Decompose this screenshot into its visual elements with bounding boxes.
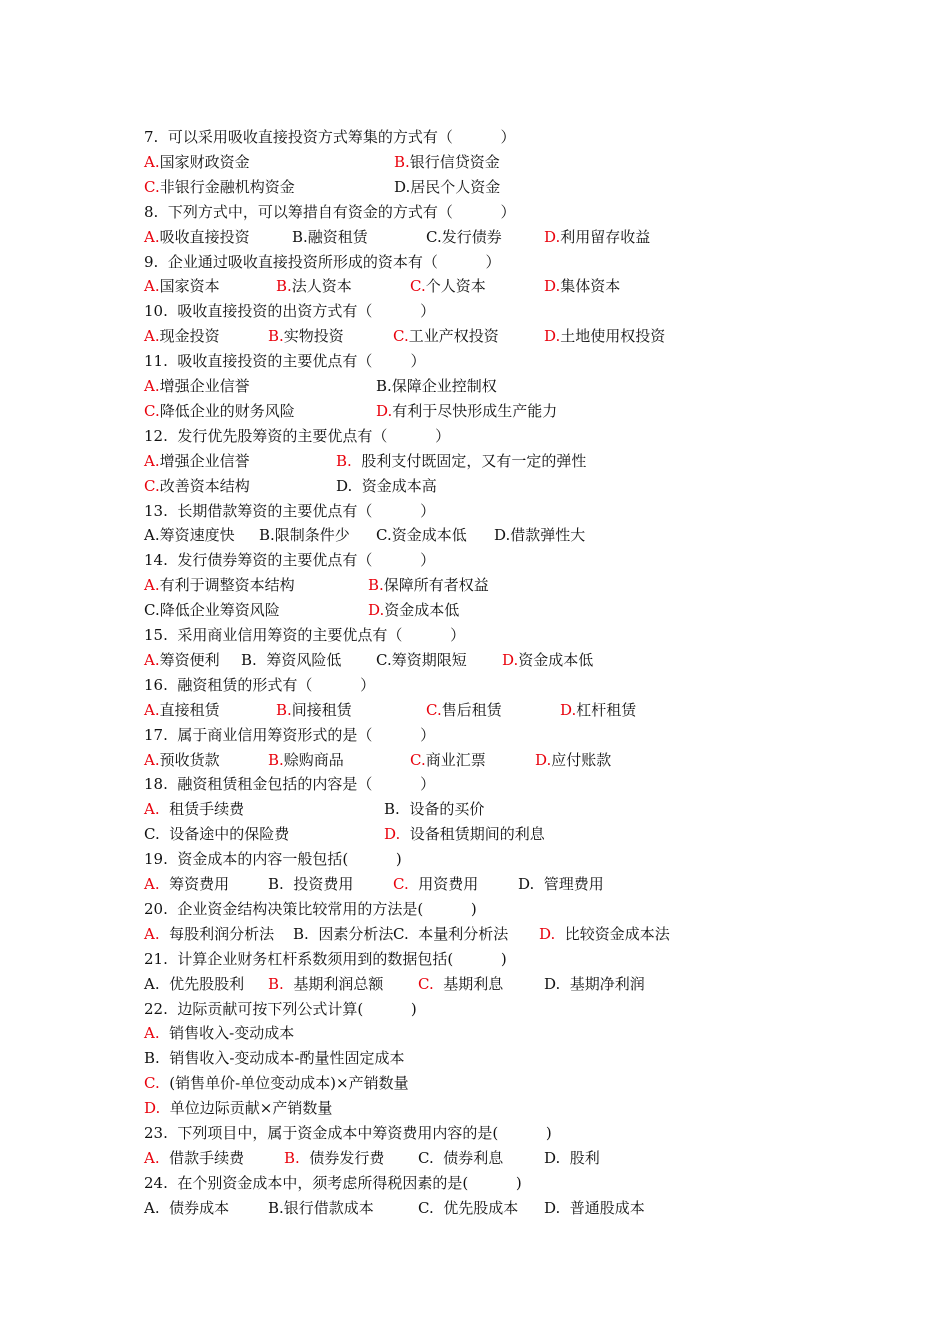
option-text: 设备租赁期间的利息 [400, 825, 545, 844]
option-row [144, 922, 844, 947]
option-letter: D. [494, 526, 511, 545]
option-row [144, 972, 844, 997]
option-row [144, 449, 844, 474]
option-letter: D. [544, 974, 561, 993]
option-row [144, 1146, 844, 1171]
option-c [144, 399, 295, 424]
question-text: 21. 计算企业财务杠杆系数须用到的数据包括( ) [144, 949, 507, 968]
option-d [384, 822, 545, 847]
option-text: 国家资本 [159, 277, 220, 296]
option-text: 国家财政资金 [159, 152, 250, 171]
option-d [535, 748, 611, 773]
option-text: 资金成本低 [391, 526, 467, 545]
option-b [384, 797, 484, 822]
option-row [144, 872, 844, 897]
option-text: 投资费用 [283, 875, 354, 893]
option-a [144, 150, 250, 175]
option-b [376, 374, 497, 399]
option-text: 间接租赁 [291, 700, 352, 719]
option-b [336, 449, 586, 474]
option-text: 资金成本低 [518, 650, 594, 669]
option-a [144, 523, 235, 548]
option-letter: A. [144, 1024, 160, 1043]
option-text: 发行债券 [441, 227, 502, 246]
option-letter: C. [144, 476, 160, 495]
option-a [144, 1146, 244, 1171]
option-c [144, 474, 250, 499]
option-text: 利用留存收益 [560, 227, 651, 246]
option-letter: A. [144, 924, 160, 943]
option-d [560, 698, 636, 723]
option-c [410, 274, 486, 299]
option-letter: D. [544, 1198, 561, 1217]
option-text: 管理费用 [534, 875, 604, 893]
option-letter: B. [384, 800, 400, 819]
option-row [144, 1021, 844, 1046]
option-text: 个人资本 [425, 277, 486, 296]
option-b [268, 872, 353, 897]
option-c [393, 872, 478, 897]
question-text: 20. 企业资金结构决策比较常用的方法是( ) [144, 899, 477, 918]
option-text: 商业汇票 [425, 750, 486, 769]
option-a [144, 225, 250, 250]
option-text: 实物投资 [283, 327, 344, 346]
option-text: (销售单价-单位变动成本)×产销数量 [159, 1074, 409, 1093]
option-text: 居民个人资金 [410, 177, 501, 196]
question-text: 13. 长期借款筹资的主要优点有（ ） [144, 501, 436, 520]
option-text: 资金成本高 [352, 476, 437, 495]
option-text: 银行借款成本 [283, 1198, 374, 1217]
option-letter: B. [292, 227, 308, 246]
option-letter: A. [144, 700, 160, 719]
option-text: 保障所有者权益 [383, 576, 489, 595]
option-row [144, 274, 844, 299]
option-b [284, 1146, 384, 1171]
option-c [144, 822, 289, 847]
option-letter: A. [144, 1148, 160, 1167]
option-b [268, 324, 344, 349]
option-c [410, 748, 486, 773]
option-text: 有利于调整资本结构 [159, 576, 295, 595]
option-text: 筹资速度快 [159, 526, 235, 545]
option-row [144, 175, 844, 200]
option-letter: B. [268, 875, 284, 893]
option-text: 基期利润总额 [283, 974, 384, 993]
option-text: 债券成本 [159, 1198, 230, 1217]
option-a [144, 648, 220, 673]
option-row [144, 748, 844, 773]
option-letter: D. [544, 327, 561, 346]
option-c [426, 698, 502, 723]
option-b [268, 748, 344, 773]
option-letter: A. [144, 227, 160, 246]
option-text: 集体资本 [560, 277, 621, 296]
option-c [418, 1146, 503, 1171]
option-b [368, 573, 489, 598]
option-text: 本量利分析法 [408, 924, 509, 943]
option-b [259, 523, 350, 548]
option-text: 借款弹性大 [510, 526, 586, 545]
option-letter: C. [144, 177, 160, 196]
option-letter: B. [368, 576, 384, 595]
option-letter: C. [376, 650, 392, 669]
option-letter: A. [144, 327, 160, 346]
option-letter: C. [144, 601, 160, 620]
question-text: 14. 发行债券筹资的主要优点有（ ） [144, 551, 436, 570]
option-row [144, 797, 844, 822]
question-text: 24. 在个别资金成本中，须考虑所得税因素的是( ) [144, 1173, 522, 1192]
option-row [144, 573, 844, 598]
option-c [426, 225, 502, 250]
option-letter: A. [144, 526, 160, 545]
option-letter: C. [144, 825, 160, 844]
option-text: 筹资便利 [159, 650, 220, 669]
option-letter: A. [144, 451, 160, 470]
option-b [292, 225, 368, 250]
option-row [144, 225, 844, 250]
option-letter: C. [393, 875, 409, 893]
option-letter: B. [293, 924, 309, 943]
option-letter: B. [394, 152, 410, 171]
option-row [144, 648, 844, 673]
option-letter: A. [144, 152, 160, 171]
option-d [544, 1146, 600, 1171]
option-letter: D. [544, 277, 561, 296]
option-row [144, 523, 844, 548]
option-text: 筹资费用 [159, 875, 230, 893]
option-c [376, 523, 467, 548]
option-d [544, 274, 620, 299]
option-d [394, 175, 500, 200]
option-letter: B. [376, 377, 392, 395]
option-text: 普通股成本 [560, 1198, 645, 1217]
option-text: 应付账款 [551, 750, 612, 769]
option-letter: C. [426, 700, 442, 719]
option-b [241, 648, 341, 673]
option-text: 股利 [560, 1148, 600, 1167]
question-text: 17. 属于商业信用筹资形式的是（ ） [144, 725, 436, 744]
option-a [144, 748, 220, 773]
option-a [144, 972, 244, 997]
option-text: 保障企业控制权 [391, 377, 497, 395]
option-b [293, 922, 393, 947]
option-letter: D. [560, 700, 577, 719]
option-text: 优先股成本 [433, 1198, 519, 1217]
option-text: 吸收直接投资 [159, 227, 250, 246]
option-letter: C. [418, 974, 434, 993]
option-row [144, 150, 844, 175]
option-text: 用资费用 [408, 875, 479, 893]
option-a [144, 374, 250, 399]
option-text: 土地使用权投资 [560, 327, 666, 346]
option-row [144, 1096, 844, 1121]
option-letter: B. [276, 700, 292, 719]
question-text: 15. 采用商业信用筹资的主要优点有（ ） [144, 626, 466, 644]
option-c [418, 1196, 518, 1221]
option-letter: A. [144, 800, 160, 819]
option-text: 融资租赁 [307, 227, 368, 246]
option-letter: A. [144, 1198, 160, 1217]
option-a [144, 1021, 294, 1046]
option-text: 销售收入-变动成本-酌量性固定成本 [159, 1049, 405, 1068]
question-text: 7. 可以采用吸收直接投资方式筹集的方式有（ ） [144, 128, 516, 146]
question-text: 18. 融资租赁租金包括的内容是（ ） [144, 775, 436, 794]
option-text: 杠杆租赁 [576, 700, 637, 719]
option-row [144, 374, 844, 399]
option-b [144, 1046, 404, 1071]
option-b [276, 274, 352, 299]
option-letter: D. [518, 875, 535, 893]
option-text: 增强企业信誉 [159, 377, 250, 395]
option-text: 预收货款 [159, 750, 220, 769]
option-text: 每股利润分析法 [159, 924, 275, 943]
option-d [544, 225, 650, 250]
option-text: 股利支付既固定，又有一定的弹性 [351, 451, 587, 470]
option-d [544, 324, 665, 349]
option-text: 降低企业的财务风险 [159, 401, 295, 420]
option-row [144, 822, 844, 847]
option-text: 限制条件少 [274, 526, 350, 545]
option-c [144, 1071, 409, 1096]
option-a [144, 573, 295, 598]
option-b [276, 698, 352, 723]
question-text: 22. 边际贡献可按下列公式计算( ) [144, 999, 417, 1018]
option-letter: A. [144, 377, 160, 395]
question-text: 23. 下列项目中，属于资金成本中筹资费用内容的是( ) [144, 1124, 552, 1142]
option-letter: D. [394, 177, 411, 196]
option-text: 销售收入-变动成本 [159, 1024, 295, 1043]
option-row [144, 598, 844, 623]
option-letter: A. [144, 875, 160, 893]
option-text: 直接租赁 [159, 700, 220, 719]
question-text: 12. 发行优先股筹资的主要优点有（ ） [144, 426, 451, 445]
option-c [376, 648, 467, 673]
option-row [144, 1196, 844, 1221]
option-text: 筹资风险低 [256, 650, 342, 669]
option-c [418, 972, 503, 997]
option-text: 筹资期限短 [391, 650, 467, 669]
option-d [368, 598, 459, 623]
option-text: 基期净利润 [560, 974, 645, 993]
option-c [393, 922, 508, 947]
option-row [144, 474, 844, 499]
option-letter: C. [144, 401, 160, 420]
option-letter: B. [268, 1198, 284, 1217]
option-letter: D. [502, 650, 519, 669]
option-text: 现金投资 [159, 327, 220, 346]
option-row [144, 399, 844, 424]
option-letter: B. [241, 650, 257, 669]
option-a [144, 449, 250, 474]
option-letter: B. [336, 451, 352, 470]
question-text: 10. 吸收直接投资的出资方式有（ ） [144, 302, 436, 321]
option-letter: D. [544, 227, 561, 246]
option-letter: D. [368, 601, 385, 620]
option-letter: C. [410, 277, 426, 296]
question-text: 8. 下列方式中，可以筹措自有资金的方式有（ ） [144, 202, 516, 221]
option-text: 售后租赁 [441, 700, 502, 719]
option-letter: B. [284, 1148, 300, 1167]
question-text: 11. 吸收直接投资的主要优点有（ ） [144, 352, 426, 371]
question-text: 9. 企业通过吸收直接投资所形成的资本有（ ） [144, 252, 501, 271]
option-b [268, 972, 383, 997]
option-letter: B. [144, 1049, 160, 1068]
option-letter: D. [144, 1099, 161, 1118]
option-d [494, 523, 585, 548]
option-text: 有利于尽快形成生产能力 [392, 401, 558, 420]
option-text: 债券利息 [433, 1148, 504, 1167]
option-letter: A. [144, 750, 160, 769]
option-row [144, 1046, 844, 1071]
option-letter: D. [539, 924, 556, 943]
option-text: 法人资本 [291, 277, 352, 296]
option-d [518, 872, 604, 897]
option-d [376, 399, 557, 424]
option-letter: C. [144, 1074, 160, 1093]
option-letter: C. [418, 1148, 434, 1167]
option-d [144, 1096, 332, 1121]
option-text: 基期利息 [433, 974, 504, 993]
option-letter: D. [535, 750, 552, 769]
option-text: 赊购商品 [283, 750, 344, 769]
option-a [144, 324, 220, 349]
option-letter: A. [144, 576, 160, 595]
option-text: 比较资金成本法 [555, 924, 670, 943]
option-letter: C. [393, 924, 409, 943]
option-text: 资金成本低 [384, 601, 460, 620]
option-row [144, 1071, 844, 1096]
option-letter: C. [418, 1198, 434, 1217]
option-text: 增强企业信誉 [159, 451, 250, 470]
option-text: 工业产权投资 [408, 327, 499, 346]
option-a [144, 872, 229, 897]
option-letter: A. [144, 277, 160, 296]
option-letter: B. [276, 277, 292, 296]
option-row [144, 698, 844, 723]
option-text: 租赁手续费 [159, 800, 245, 819]
option-a [144, 698, 220, 723]
option-a [144, 922, 274, 947]
option-d [544, 1196, 645, 1221]
option-text: 非银行金融机构资金 [159, 177, 295, 196]
option-b [268, 1196, 374, 1221]
option-letter: C. [410, 750, 426, 769]
option-a [144, 274, 220, 299]
option-text: 银行信贷资金 [409, 152, 500, 171]
option-letter: A. [144, 650, 160, 669]
option-d [539, 922, 670, 947]
question-text: 19. 资金成本的内容一般包括( ) [144, 850, 402, 869]
option-text: 优先股股利 [159, 974, 245, 993]
option-c [144, 175, 295, 200]
option-letter: D. [376, 401, 393, 420]
option-a [144, 1196, 229, 1221]
option-letter: D. [336, 476, 353, 495]
option-text: 单位边际贡献×产销数量 [160, 1099, 333, 1118]
option-letter: B. [268, 750, 284, 769]
option-text: 因素分析法 [308, 924, 394, 943]
option-text: 设备的买价 [399, 800, 485, 819]
option-letter: D. [384, 825, 401, 844]
question-text: 16. 融资租赁的形式有（ ） [144, 675, 376, 694]
option-letter: C. [426, 227, 442, 246]
option-text: 借款手续费 [159, 1148, 245, 1167]
option-text: 设备途中的保险费 [159, 825, 290, 844]
option-d [336, 474, 437, 499]
option-d [544, 972, 645, 997]
option-letter: B. [268, 327, 284, 346]
option-d [502, 648, 593, 673]
option-a [144, 797, 244, 822]
option-letter: C. [376, 526, 392, 545]
option-c [144, 598, 280, 623]
option-letter: D. [544, 1148, 561, 1167]
option-text: 债券发行费 [299, 1148, 385, 1167]
option-letter: B. [268, 974, 284, 993]
option-text: 降低企业筹资风险 [159, 601, 280, 620]
option-letter: A. [144, 974, 160, 993]
option-row [144, 324, 844, 349]
option-letter: C. [393, 327, 409, 346]
option-text: 改善资本结构 [159, 476, 250, 495]
option-letter: B. [259, 526, 275, 545]
option-b [394, 150, 500, 175]
option-c [393, 324, 499, 349]
